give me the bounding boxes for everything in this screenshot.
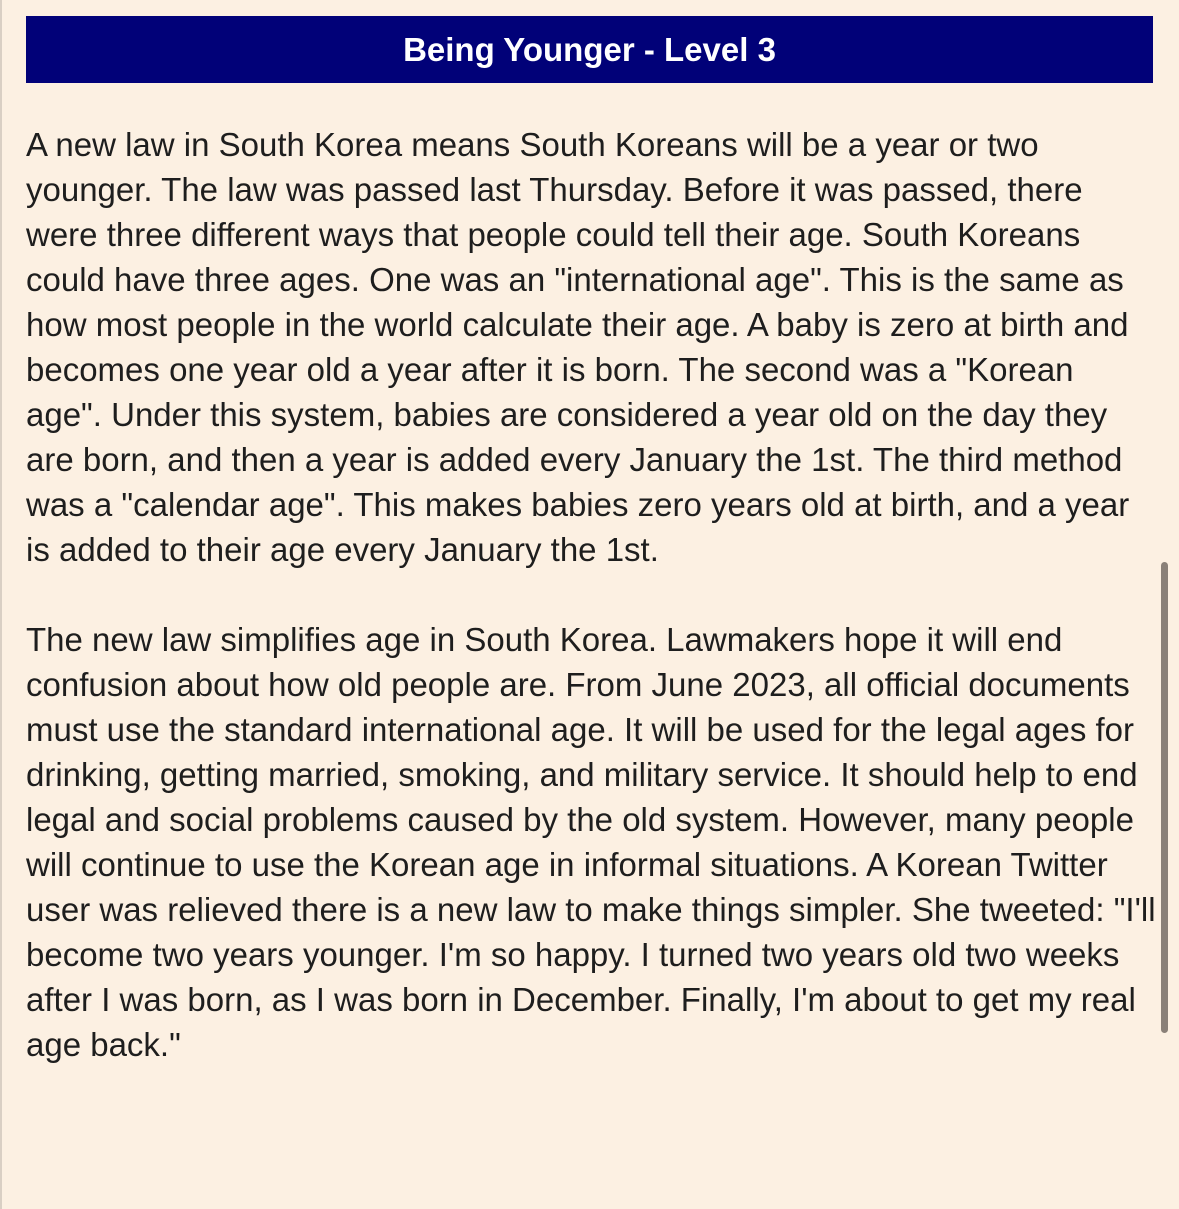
article-paragraph-1: A new law in South Korea means South Koreans will be a year or two younger. The law was passed last Thursday. Before it was passed, there were three different ways that people could tell their age. South Koreans could have three ages. One was an "international age". This is the same as how most people in the world calculate their age. A baby is zero at birth and becomes one year old a year after it is born. The second was a "Korean age". Under this system, babies are considered a year old on the day they are born, and then a year is added every January the 1st. The third method was a "calendar age". This makes babies zero years old at birth, and a year is added to their age every January the 1st. xyxy=(26,126,1130,568)
page-left-border xyxy=(0,0,2,1209)
article-paragraph-2: The new law simplifies age in South Korea. Lawmakers hope it will end confusion about how old people are. From June 2023, all official documents must use the standard international age. It will be used for the legal ages for drinking, getting married, smoking, and military service. It should help to end legal and social problems caused by the old system. However, many people will continue to use the Korean age in informal situations. A Korean Twitter user was relieved there is a new law to make things simpler. She tweeted: "I'll become two years younger. I'm so happy. I turned two years old two weeks after I was born, as I was born in December. Finally, I'm about to get my real age back." xyxy=(26,621,1156,1063)
lesson-title: Being Younger - Level 3 xyxy=(403,30,776,68)
vertical-scrollbar-thumb[interactable] xyxy=(1161,562,1168,1033)
article-body xyxy=(26,122,1156,1067)
lesson-title-bar xyxy=(26,16,1153,83)
